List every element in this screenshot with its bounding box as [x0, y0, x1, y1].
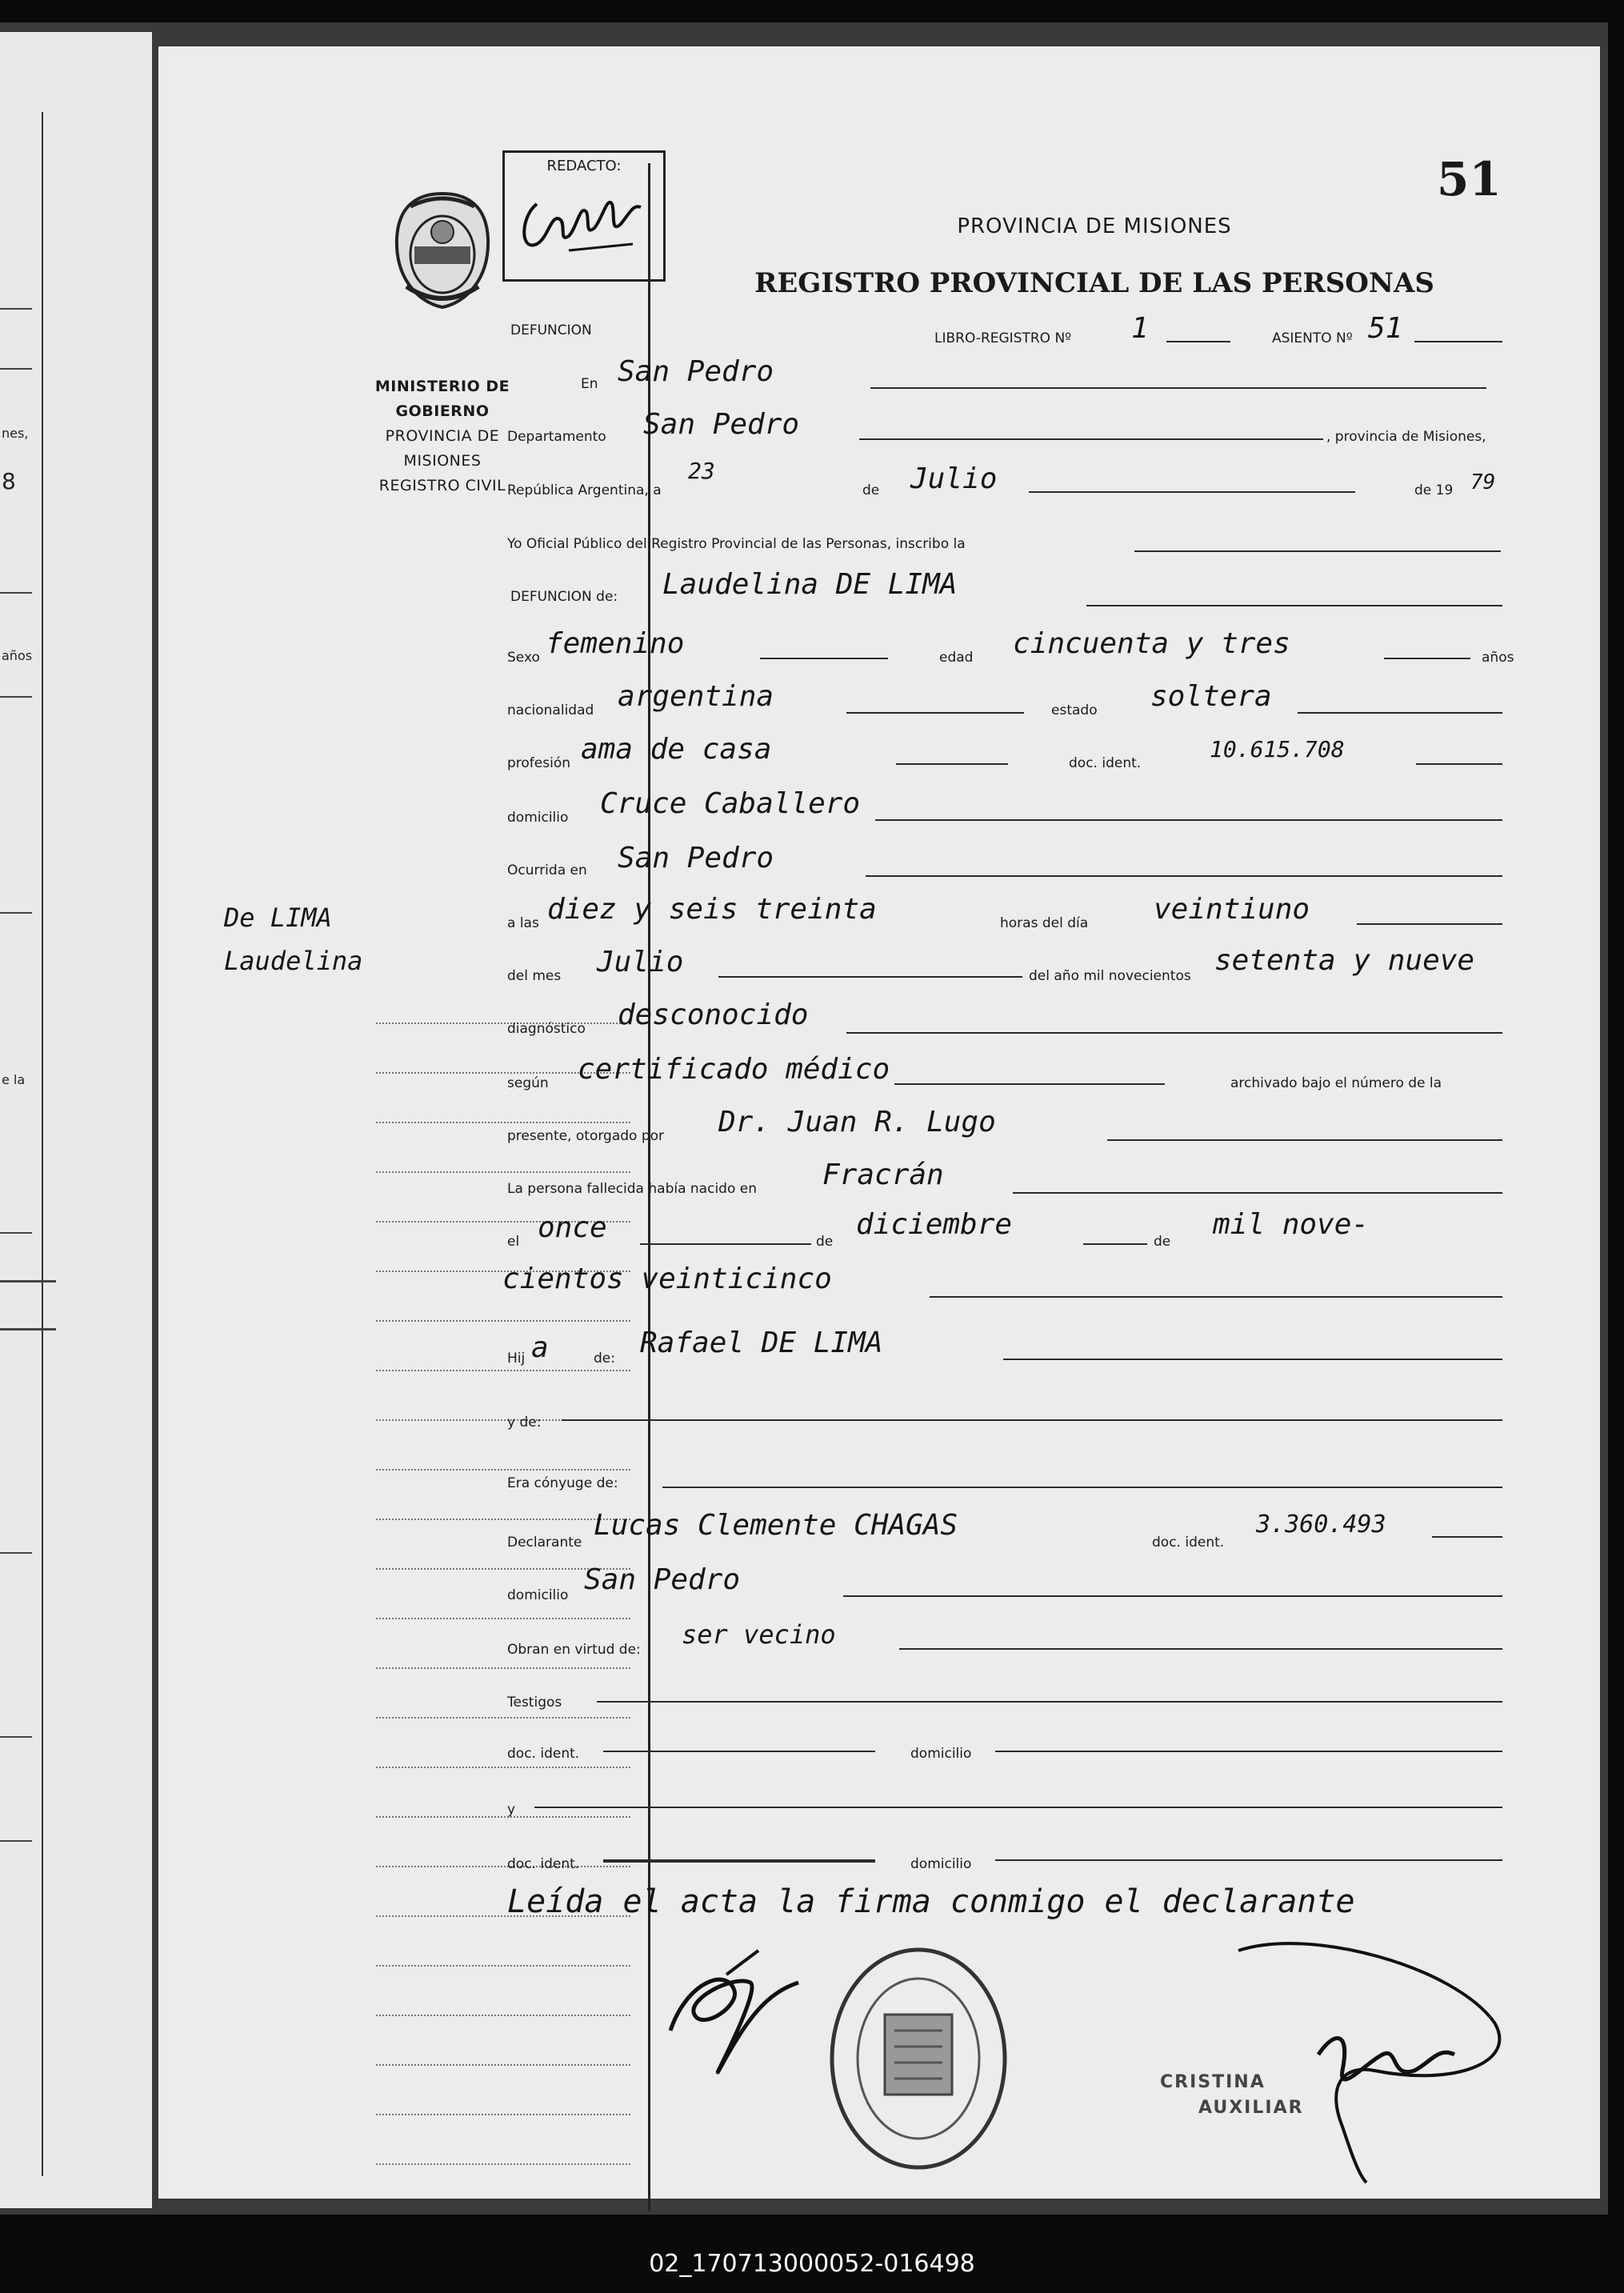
margin-dotted-rule	[376, 2114, 630, 2115]
ministry-province: PROVINCIA DE MISIONES	[385, 427, 500, 470]
fill-line	[597, 1701, 1502, 1703]
prev-page-fragment: años	[2, 648, 33, 663]
de2-value: diciembre	[856, 1208, 1013, 1241]
asiento-value: 51	[1368, 312, 1403, 345]
stamp-name: CRISTINA	[1160, 2072, 1266, 2092]
declarant-signature	[638, 1935, 846, 2095]
margin-dotted-rule	[376, 1965, 630, 1967]
mes-value: Julio	[910, 462, 998, 495]
profesion-value: ama de casa	[581, 733, 772, 766]
margin-dotted-rule	[376, 1320, 630, 1322]
prev-page-fragment: nes,	[2, 426, 29, 441]
margin-dotted-rule	[376, 2064, 630, 2066]
de2-label: de	[816, 1234, 834, 1250]
obran-label: Obran en virtud de:	[507, 1642, 641, 1658]
defuncion-de-label: DEFUNCION de:	[510, 589, 618, 605]
archivado-label: archivado bajo el número de la	[1230, 1075, 1442, 1091]
t1-domicilio-label: domicilio	[910, 1746, 972, 1762]
fill-line	[1086, 605, 1502, 606]
prev-page-line	[0, 1552, 32, 1554]
prev-page-fragment: 8	[2, 468, 16, 494]
declarante-label: Declarante	[507, 1535, 582, 1551]
margin-dotted-rule	[376, 1667, 630, 1669]
de3-value: mil nove-	[1213, 1208, 1370, 1241]
fill-line	[899, 1648, 1502, 1650]
fill-line	[1384, 658, 1470, 659]
closing-statement: Leída el acta la firma conmigo el declarante	[507, 1883, 1355, 1920]
margin-dotted-rule	[376, 1519, 630, 1520]
fill-line	[534, 1807, 1502, 1808]
margin-dotted-rule	[376, 1022, 630, 1024]
fill-line	[1416, 763, 1502, 765]
obran-value: ser vecino	[682, 1619, 836, 1650]
estado-value: soltera	[1150, 680, 1272, 713]
departamento-label: Departamento	[507, 429, 606, 445]
libro-value: 1	[1131, 312, 1149, 345]
margin-dotted-rule	[376, 1866, 630, 1867]
fill-line	[1357, 923, 1502, 925]
testigos-label: Testigos	[507, 1695, 562, 1711]
presente-label: presente, otorgado por	[507, 1128, 665, 1144]
hij-suffix: a	[531, 1331, 549, 1364]
previous-page-edge	[0, 32, 152, 2208]
segun-label: según	[507, 1075, 549, 1091]
sexo-value: femenino	[546, 627, 685, 660]
prev-page-line	[0, 1840, 32, 1842]
stamp-title: AUXILIAR	[1198, 2098, 1304, 2118]
en-value: San Pedro	[618, 355, 774, 388]
t2-doc-label: doc. ident.	[507, 1856, 580, 1872]
fill-line	[859, 438, 1323, 440]
decl-domicilio-label: domicilio	[507, 1587, 569, 1603]
delmes-value: Julio	[597, 946, 684, 978]
alas-label: a las	[507, 915, 539, 931]
previous-page-margin-line	[42, 112, 43, 2176]
redacto-label: REDACTO:	[546, 158, 622, 174]
fill-line	[1134, 550, 1501, 552]
redacto-signature	[513, 180, 657, 268]
fill-line	[1298, 712, 1502, 714]
hij-value: Rafael DE LIMA	[640, 1327, 883, 1359]
form-type-label: DEFUNCION	[510, 322, 592, 338]
margin-given-name: Laudelina	[224, 946, 363, 976]
ocurrida-value: San Pedro	[618, 842, 774, 874]
de3-label: de	[1154, 1234, 1171, 1250]
domicilio-value: Cruce Caballero	[600, 787, 861, 820]
provincia-suffix: , provincia de Misiones,	[1326, 429, 1486, 445]
fill-line	[995, 1859, 1502, 1861]
ministry-registry: REGISTRO CIVIL	[378, 477, 506, 494]
continuation-value: cientos veinticinco	[502, 1263, 832, 1295]
fill-line	[1013, 1192, 1502, 1194]
fill-line	[843, 1595, 1502, 1597]
profesion-label: profesión	[507, 755, 571, 771]
t1-doc-label: doc. ident.	[507, 1746, 580, 1762]
delmes-label: del mes	[507, 968, 562, 984]
declarante-value: Lucas Clemente CHAGAS	[594, 1509, 958, 1542]
yde-label: y de:	[507, 1415, 542, 1431]
anio-mil-value: setenta y nueve	[1214, 944, 1475, 977]
fill-line	[1166, 341, 1230, 342]
asiento-label: ASIENTO Nº	[1272, 330, 1353, 346]
fill-line	[875, 819, 1502, 821]
nacionalidad-label: nacionalidad	[507, 702, 594, 718]
anio-value: 79	[1470, 470, 1496, 494]
doc-value: 10.615.708	[1210, 736, 1345, 762]
province-heading: PROVINCIA DE MISIONES	[957, 214, 1232, 238]
estado-label: estado	[1051, 702, 1098, 718]
prev-page-line	[0, 1736, 32, 1738]
fill-line	[870, 387, 1486, 389]
departamento-value: San Pedro	[643, 408, 800, 441]
nacionalidad-value: argentina	[618, 680, 774, 713]
decl-doc-label: doc. ident.	[1152, 1535, 1225, 1551]
ocurrida-label: Ocurrida en	[507, 862, 587, 878]
ministry-title: MINISTERIO DE GOBIERNO	[374, 378, 510, 420]
diagnostico-value: desconocido	[618, 998, 809, 1031]
conyuge-label: Era cónyuge de:	[507, 1475, 618, 1491]
margin-dotted-rule	[376, 1767, 630, 1768]
prev-page-line	[0, 696, 32, 698]
prev-page-line	[0, 912, 32, 914]
margin-dotted-rule	[376, 1171, 630, 1173]
margin-dotted-rule	[376, 1618, 630, 1619]
page-number: 51	[1437, 152, 1502, 206]
fill-line	[603, 1859, 875, 1863]
fill-line	[662, 1487, 1502, 1488]
y-label: y	[507, 1802, 516, 1818]
anios-label: años	[1482, 650, 1514, 666]
anio-mil-label: del año mil novecientos	[1029, 968, 1191, 984]
fill-line	[718, 976, 1022, 978]
dia-value: 23	[688, 458, 715, 484]
fill-line	[1083, 1243, 1147, 1245]
decl-domicilio-value: San Pedro	[584, 1563, 741, 1596]
prev-page-fragment: e la	[2, 1072, 26, 1087]
fill-line	[562, 1419, 1502, 1421]
anio-prefix: de 19	[1414, 482, 1454, 498]
prev-page-line	[0, 1280, 56, 1283]
edad-value: cincuenta y tres	[1013, 627, 1290, 660]
registry-stamp	[822, 1943, 1014, 2175]
doc-label: doc. ident.	[1069, 755, 1142, 771]
el-label: el	[507, 1234, 520, 1250]
en-label: En	[581, 376, 598, 392]
republica-label: República Argentina, a	[507, 482, 662, 498]
horas-value: veintiuno	[1154, 893, 1310, 926]
hij-label: Hij	[507, 1351, 526, 1367]
fill-line	[866, 875, 1502, 877]
diagnostico-label: diagnóstico	[507, 1021, 586, 1037]
fill-line	[894, 1083, 1165, 1085]
prev-page-line	[0, 1328, 56, 1331]
t2-domicilio-label: domicilio	[910, 1856, 972, 1872]
domicilio-label: domicilio	[507, 810, 569, 826]
fill-line	[1432, 1536, 1502, 1538]
registry-heading: REGISTRO PROVINCIAL DE LAS PERSONAS	[754, 267, 1434, 299]
segun-value: certificado médico	[578, 1053, 890, 1086]
fill-line	[1029, 491, 1355, 493]
certificate-page	[158, 46, 1600, 2199]
fill-line	[896, 763, 1008, 765]
image-caption: 02_170713000052-016498	[649, 2250, 975, 2278]
fill-line	[995, 1751, 1502, 1752]
fill-line	[1107, 1139, 1502, 1141]
fill-line	[603, 1751, 875, 1752]
defuncion-de-value: Laudelina DE LIMA	[662, 568, 958, 601]
prev-page-line	[0, 592, 32, 594]
oficial-text: Yo Oficial Público del Registro Provincial de las Personas, inscribo la	[507, 536, 966, 552]
fill-line	[930, 1296, 1502, 1298]
redacto-box	[502, 150, 666, 282]
el-value: once	[538, 1211, 607, 1244]
margin-dotted-rule	[376, 2163, 630, 2165]
fill-line	[1003, 1359, 1502, 1360]
prev-page-line	[0, 368, 32, 370]
presente-value: Dr. Juan R. Lugo	[718, 1106, 996, 1138]
margin-dotted-rule	[376, 1816, 630, 1818]
nacido-value: Fracrán	[822, 1159, 944, 1191]
margin-surname: De LIMA	[224, 902, 332, 933]
margin-dotted-rule	[376, 2015, 630, 2016]
sexo-label: Sexo	[507, 650, 540, 666]
fill-line	[1414, 341, 1502, 342]
hij-de-label: de:	[594, 1351, 615, 1367]
nacido-label: La persona fallecida había nacido en	[507, 1181, 757, 1197]
coat-of-arms-seal	[390, 190, 494, 310]
de-label: de	[862, 482, 880, 498]
horas-label: horas del día	[1000, 915, 1089, 931]
margin-dotted-rule	[376, 1469, 630, 1471]
decl-doc-value: 3.360.493	[1256, 1511, 1386, 1539]
edad-label: edad	[939, 650, 974, 666]
alas-value: diez y seis treinta	[547, 893, 877, 926]
margin-dotted-rule	[376, 1717, 630, 1719]
prev-page-line	[0, 1232, 32, 1234]
margin-dotted-rule	[376, 1370, 630, 1371]
prev-page-line	[0, 308, 32, 310]
fill-line	[846, 712, 1024, 714]
libro-label: LIBRO-REGISTRO Nº	[934, 330, 1072, 346]
fill-line	[760, 658, 888, 659]
official-signature	[1214, 1935, 1518, 2191]
fill-line	[846, 1032, 1502, 1034]
fill-line	[640, 1243, 811, 1245]
margin-dotted-rule	[376, 1122, 630, 1123]
